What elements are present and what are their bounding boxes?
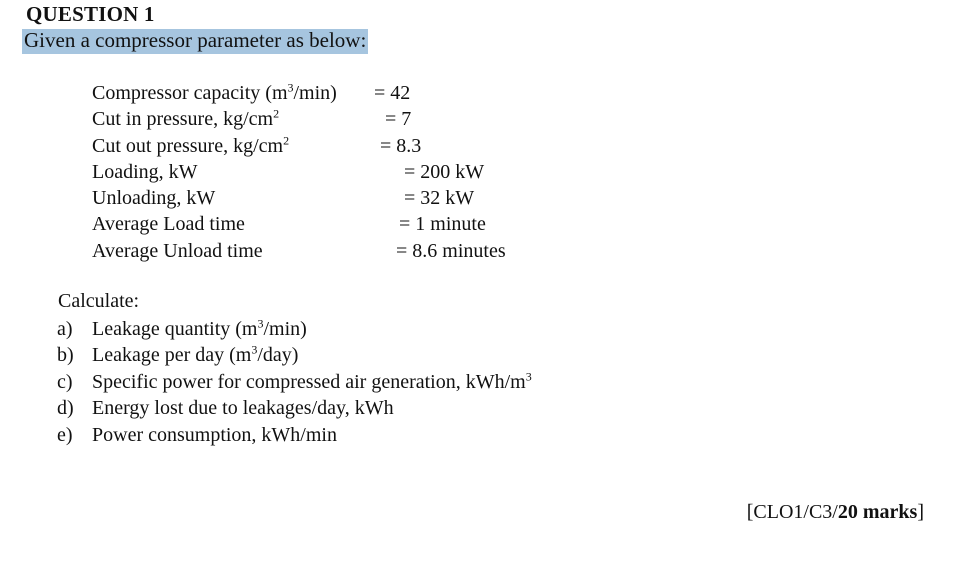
item-letter-e: e) [57, 424, 73, 446]
parameter-value-capacity: = 42 [374, 82, 411, 104]
item-text-d: Energy lost due to leakages/day, kWh [92, 397, 394, 419]
item-text-b: Leakage per day $(m^3/day)$ [92, 342, 299, 366]
parameter-value-cut-in: = 7 [385, 108, 412, 130]
item-text-e: Power consumption, kWh/min [92, 424, 337, 446]
item-text-a: Leakage quantity $(m^3/\min)$ [92, 316, 307, 340]
item-letter-c: c) [57, 371, 73, 393]
parameter-value-loading: = 200 kW [404, 161, 485, 183]
parameter-value-cut-out: = 8.3 [380, 135, 422, 157]
parameter-label-cut-out: Cut out pressure, $kg/cm^2$ [92, 133, 290, 157]
parameter-label-loading: Loading, kW [92, 161, 198, 183]
parameter-label-cut-in: Cut in pressure, $kg/cm^2$ [92, 106, 280, 130]
item-letter-d: d) [57, 397, 74, 419]
parameter-label-load-time: Average Load time [92, 213, 245, 235]
question-intro-highlighted: Given a compressor parameter as below: [24, 28, 367, 52]
calculate-heading: Calculate: [58, 290, 140, 312]
item-letter-b: b) [57, 344, 74, 366]
question-title: QUESTION 1 [26, 2, 155, 26]
marks-label: [CLO1/C3/20 marks] [746, 501, 924, 523]
parameter-label-unload-time: Average Unload time [92, 240, 263, 262]
parameter-value-load-time: = 1 minute [399, 213, 486, 235]
item-letter-a: a) [57, 318, 73, 340]
parameter-label-unloading: Unloading, kW [92, 187, 216, 209]
parameter-value-unloading: = 32 kW [404, 187, 475, 209]
parameter-label-capacity: Compressor capacity $(m^3/\min)$ [92, 80, 337, 104]
parameter-value-unload-time: = 8.6 minutes [396, 240, 506, 262]
item-text-c: Specific power for compressed air generation, kWh/$m^3$ [92, 369, 532, 393]
